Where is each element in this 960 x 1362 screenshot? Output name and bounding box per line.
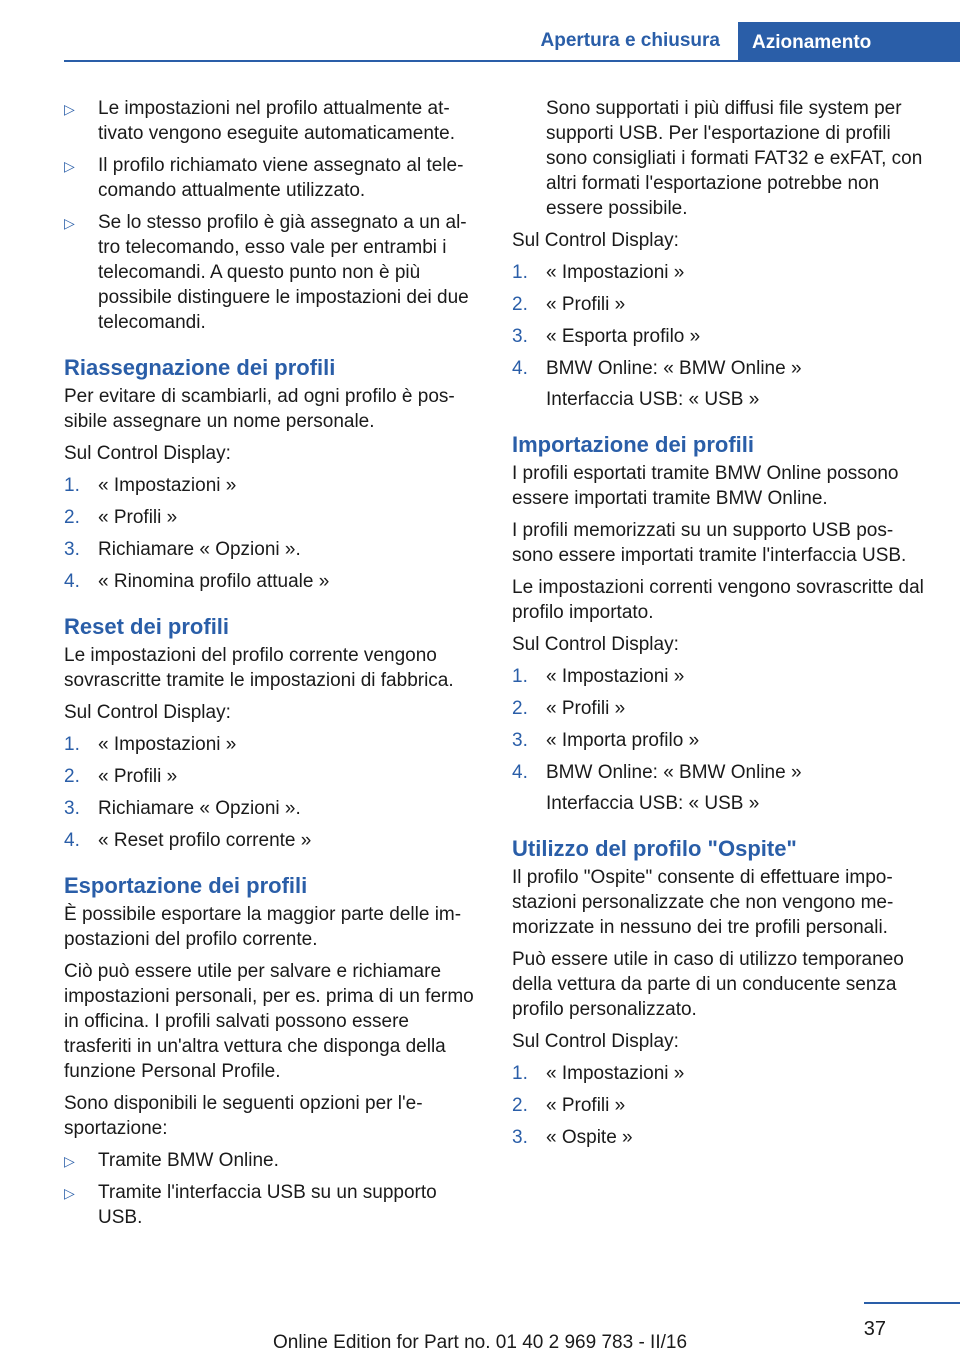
list-item: 2. « Profili »: [512, 698, 626, 719]
footer-rule: [864, 1302, 960, 1304]
export-options-list: [64, 1148, 479, 1230]
page-header: [0, 0, 960, 62]
intro-bullet-list: [64, 96, 479, 335]
section-heading-guest: Utilizzo del profilo "Ospite": [512, 836, 797, 861]
list-item: 1. « Impostazioni »: [64, 475, 237, 496]
list-item: 3. Richiamare « Opzioni ».: [64, 539, 301, 560]
paragraph: Può essere utile in caso di utilizzo temporaneo della vettura da parte di un conducente senza profilo personalizzato.: [512, 949, 904, 1020]
list-item: 4. BMW Online: « BMW Online » Interfaccia USB: « USB »: [512, 762, 802, 814]
list-item: 4. « Rinomina profilo attuale »: [64, 571, 330, 592]
list-item: 1. « Impostazioni »: [512, 1063, 685, 1084]
list-item: 4. « Reset profilo corrente »: [64, 830, 312, 851]
rename-steps: [64, 473, 479, 594]
page-number: 37: [863, 1318, 886, 1340]
list-item: 3. « Esporta profilo »: [512, 326, 701, 347]
header-section-title: Apertura e chiusura: [540, 30, 720, 51]
paragraph: Sono supportati i più diffusi file system per supporti USB. Per l'esportazione di profili sono consigliati i formati FAT32 e exFAT, con altri formati l'esportazione potrebbe non essere possibile.: [546, 98, 923, 219]
list-item: 1. « Impostazioni »: [64, 734, 237, 755]
bullet-triangle-icon: ▷: [64, 1185, 75, 1201]
right-column: [512, 96, 927, 1157]
paragraph: Ciò può essere utile per salvare e richiamare impostazioni personali, per es. prima di un fermo in officina. I profili salvati possono essere trasferiti in un'altra vettura che disponga della funzione Personal Profile.: [64, 961, 474, 1082]
list-item: 2. « Profili »: [64, 507, 178, 528]
paragraph: È possibile esportare la maggior parte delle impostazioni del profilo corrente.: [64, 904, 462, 950]
guest-steps: [512, 1061, 927, 1150]
list-item: 2. « Profili »: [64, 766, 178, 787]
paragraph: Il profilo "Ospite" consente di effettuare impostazioni personalizzate che non vengono memorizzate in nessuno dei tre profili personali.: [512, 867, 894, 938]
paragraph: Le impostazioni correnti vengono sovrascritte dal profilo importato.: [512, 577, 924, 623]
list-item: 3. Richiamare « Opzioni ».: [64, 798, 301, 819]
paragraph: I profili memorizzati su un supporto USB possono essere importati tramite l'interfaccia USB.: [512, 520, 907, 566]
paragraph: Sono disponibili le seguenti opzioni per l'esportazione:: [64, 1093, 423, 1139]
section-heading-reset: Reset dei profili: [64, 614, 230, 639]
control-display-label: Sul Control Display:: [64, 443, 231, 464]
section-heading-import: Importazione dei profili: [512, 432, 755, 457]
list-item: 3. « Importa profilo »: [512, 730, 700, 751]
list-item: 1. « Impostazioni »: [512, 262, 685, 283]
bullet-triangle-icon: ▷: [64, 101, 75, 117]
export-steps: [512, 260, 927, 412]
list-item: 4. BMW Online: « BMW Online » Interfaccia USB: « USB »: [512, 358, 802, 410]
list-item: 2. « Profili »: [512, 294, 626, 315]
control-display-label: Sul Control Display:: [512, 634, 679, 655]
left-column: [64, 96, 479, 1237]
list-item: ▷ Le impostazioni nel profilo attualmente attivato vengono eseguite automaticamente.: [64, 98, 456, 144]
header-chapter-tab: Azionamento: [738, 22, 960, 62]
edition-footer: Online Edition for Part no. 01 40 2 969 783 - II/16: [272, 1332, 688, 1353]
reset-steps: [64, 732, 479, 853]
list-item: ▷ Se lo stesso profilo è già assegnato a un altro telecomando, esso vale per entrambi i telecomandi. A questo punto non è più possibile distinguere le impostazioni dei due telecomandi.: [64, 212, 469, 333]
list-item: ▷ Tramite BMW Online.: [64, 1148, 479, 1173]
bullet-triangle-icon: ▷: [64, 1153, 75, 1169]
paragraph: I profili esportati tramite BMW Online possono essere importati tramite BMW Online.: [512, 463, 899, 509]
paragraph: Per evitare di scambiarli, ad ogni profilo è possibile assegnare un nome personale.: [64, 386, 455, 432]
list-item: 1. « Impostazioni »: [512, 666, 685, 687]
control-display-label: Sul Control Display:: [512, 1031, 679, 1052]
list-item: ▷ Tramite l'interfaccia USB su un supporto USB.: [64, 1182, 437, 1228]
paragraph: Le impostazioni del profilo corrente vengono sovrascritte tramite le impostazioni di fabbrica.: [64, 645, 454, 691]
bullet-triangle-icon: ▷: [64, 215, 75, 231]
control-display-label: Sul Control Display:: [512, 230, 679, 251]
section-heading-rename: Riassegnazione dei profili: [64, 355, 336, 380]
bullet-triangle-icon: ▷: [64, 158, 75, 174]
section-heading-export: Esportazione dei profili: [64, 873, 308, 898]
import-steps: [512, 664, 927, 816]
list-item: 2. « Profili »: [512, 1095, 626, 1116]
list-item: 3. « Ospite »: [512, 1127, 633, 1148]
control-display-label: Sul Control Display:: [64, 702, 231, 723]
list-item: ▷ Il profilo richiamato viene assegnato al telecomando attualmente utilizzato.: [64, 155, 464, 201]
